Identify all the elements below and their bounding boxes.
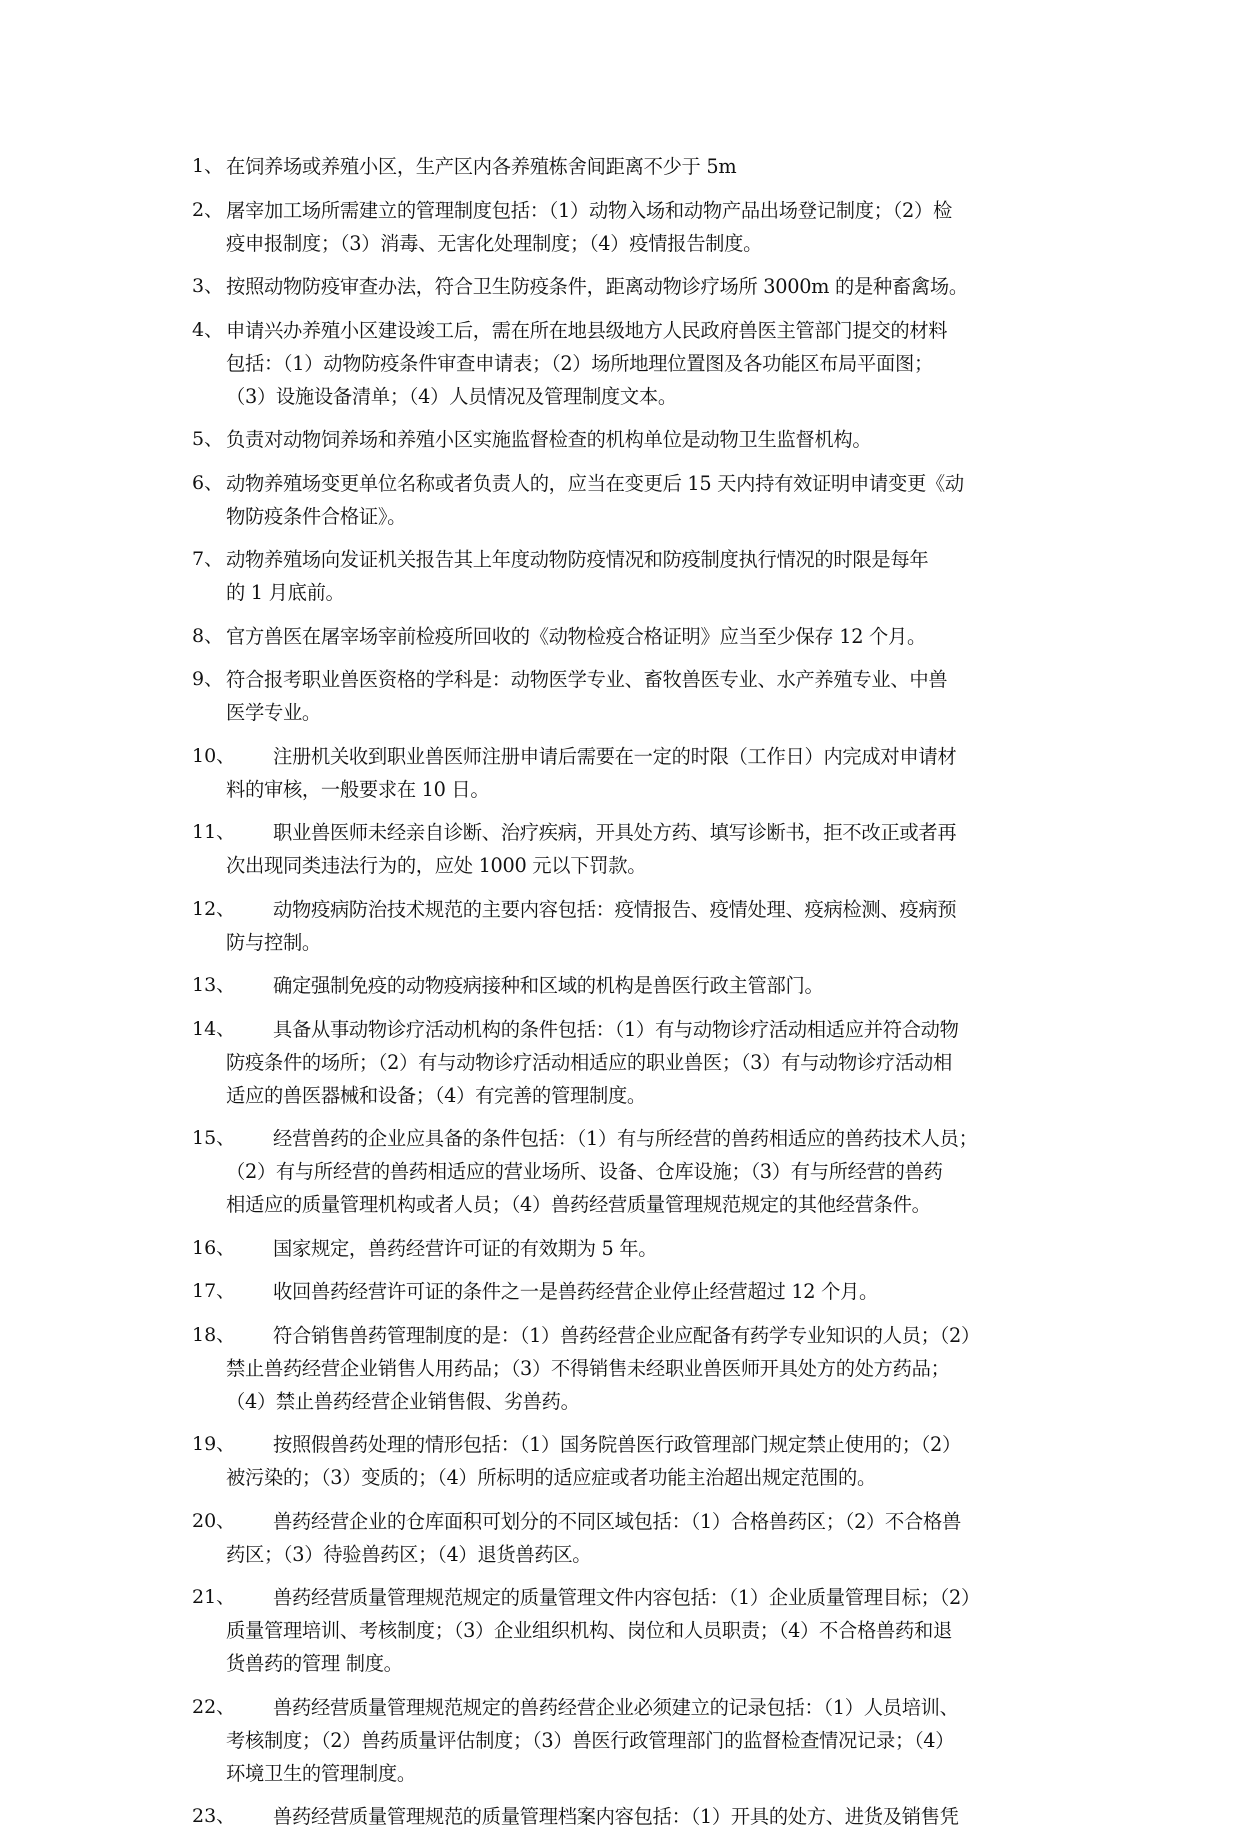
item-number: 9、 — [192, 668, 224, 690]
item-number: 18、 — [192, 1323, 236, 1346]
list-item — [192, 1581, 1060, 1680]
item-text-line: （3）设施设备清单；（4）人员情况及管理制度文本。 — [226, 384, 677, 408]
list-item — [192, 423, 1060, 456]
list-item — [192, 194, 1060, 260]
item-text-line: 质量管理培训、考核制度；（3）企业组织机构、岗位和人员职责；（4）不合格兽药和退 — [226, 1619, 952, 1642]
item-text-line: 符合报考职业兽医资格的学科是：动物医学专业、畜牧兽医专业、水产养殖专业、中兽 — [226, 668, 948, 691]
list-item — [192, 543, 1060, 609]
item-text-line: 适应的兽医器械和设备；（4）有完善的管理制度。 — [226, 1083, 646, 1107]
item-text-line: 物防疫条件合格证》。 — [226, 504, 407, 528]
item-text-line: 确定强制免疫的动物疫病接种和区域的机构是兽医行政主管部门。 — [273, 974, 824, 997]
item-text-line: 环境卫生的管理制度。 — [226, 1761, 416, 1785]
item-text-line: 次出现同类违法行为的，应处 1000 元以下罚款。 — [226, 854, 647, 877]
item-text-line: 屠宰加工场所需建立的管理制度包括：（1）动物入场和动物产品出场登记制度；（2）检 — [226, 198, 952, 222]
list-item — [192, 969, 1060, 1002]
item-number: 5、 — [192, 428, 224, 450]
item-number: 20、 — [192, 1509, 236, 1532]
item-number: 7、 — [192, 548, 224, 570]
item-number: 19、 — [192, 1433, 236, 1455]
item-number: 2、 — [192, 198, 224, 221]
list-item — [192, 816, 1060, 882]
item-number: 21、 — [192, 1586, 236, 1608]
list-item — [192, 893, 1060, 959]
list-item — [192, 1800, 1060, 1833]
list-item — [192, 1691, 1060, 1790]
item-text-line: （2）有与所经营的兽药相适应的营业场所、设备、仓库设施；（3）有与所经营的兽药 — [226, 1160, 943, 1183]
item-text-line: 按照动物防疫审查办法，符合卫生防疫条件，距离动物诊疗场所 3000m 的是种畜禽场。 — [226, 275, 968, 298]
item-text-line: 注册机关收到职业兽医师注册申请后需要在一定的时限（工作日）内完成对申请材 — [273, 744, 957, 768]
item-text-line: 官方兽医在屠宰场宰前检疫所回收的《动物检疫合格证明》应当至少保存 12 个月。 — [226, 624, 926, 648]
list-item — [192, 740, 1060, 806]
item-number: 22、 — [192, 1695, 236, 1718]
list-item — [192, 1505, 1060, 1571]
numbered-list — [192, 150, 1060, 1844]
item-number: 23、 — [192, 1805, 236, 1827]
list-item — [192, 314, 1060, 413]
item-number: 17、 — [192, 1280, 236, 1302]
item-text-line: 兽药经营企业的仓库面积可划分的不同区域包括：（1）合格兽药区；（2）不合格兽 — [273, 1509, 961, 1533]
item-text-line: 料的审核，一般要求在 10 日。 — [226, 777, 490, 801]
item-text-line: 兽药经营质量管理规范规定的兽药经营企业必须建立的记录包括：（1）人员培训、 — [273, 1695, 959, 1719]
item-text-line: （4）禁止兽药经营企业销售假、劣兽药。 — [226, 1389, 580, 1413]
item-text-line: 医学专业。 — [226, 701, 321, 724]
item-text-line: 药区；（3）待验兽药区；（4）退货兽药区。 — [226, 1542, 592, 1566]
item-number: 1、 — [192, 155, 224, 177]
item-number: 10、 — [192, 744, 236, 767]
item-number: 14、 — [192, 1017, 236, 1040]
item-text-line: 相适应的质量管理机构或者人员；（4）兽药经营质量管理规范规定的其他经营条件。 — [226, 1193, 931, 1216]
item-text-line: 具备从事动物诊疗活动机构的条件包括：（1）有与动物诊疗活动相适应并符合动物 — [273, 1017, 959, 1041]
item-text-line: 按照假兽药处理的情形包括：（1）国务院兽医行政管理部门规定禁止使用的；（2） — [273, 1433, 961, 1456]
list-item — [192, 1319, 1060, 1418]
item-text-line: 的 1 月底前。 — [226, 581, 345, 604]
item-text-line: 防疫条件的场所；（2）有与动物诊疗活动相适应的职业兽医；（3）有与动物诊疗活动相 — [226, 1050, 952, 1074]
item-text-line: 负责对动物饲养场和养殖小区实施监督检查的机构单位是动物卫生监督机构。 — [226, 428, 872, 451]
list-item — [192, 270, 1060, 303]
item-text-line: 动物养殖场向发证机关报告其上年度动物防疫情况和防疫制度执行情况的时限是每年 — [226, 548, 929, 571]
item-text-line: 货兽药的管理 制度。 — [226, 1652, 403, 1675]
list-item — [192, 150, 1060, 183]
list-item — [192, 1013, 1060, 1112]
item-text-line: 经营兽药的企业应具备的条件包括：（1）有与所经营的兽药相适应的兽药技术人员； — [273, 1127, 978, 1150]
item-number: 6、 — [192, 471, 224, 494]
item-text-line: 收回兽药经营许可证的条件之一是兽药经营企业停止经营超过 12 个月。 — [273, 1280, 879, 1303]
item-number: 11、 — [192, 821, 236, 843]
item-number: 13、 — [192, 974, 236, 996]
item-text-line: 兽药经营质量管理规范的质量管理档案内容包括：（1）开具的处方、进货及销售凭 — [273, 1805, 959, 1828]
item-text-line: 动物养殖场变更单位名称或者负责人的，应当在变更后 15 天内持有效证明申请变更《动 — [226, 471, 964, 495]
item-text-line: 在饲养场或养殖小区，生产区内各养殖栋舍间距离不少于 5m — [226, 155, 737, 178]
list-item — [192, 467, 1060, 533]
list-item — [192, 1275, 1060, 1308]
item-text-line: 考核制度；（2）兽药质量评估制度；（3）兽医行政管理部门的监督检查情况记录；（4） — [226, 1728, 955, 1752]
item-text-line: 包括：（1）动物防疫条件审查申请表；（2）场所地理位置图及各功能区布局平面图； — [226, 351, 933, 375]
item-number: 4、 — [192, 318, 224, 341]
item-number: 16、 — [192, 1236, 236, 1259]
item-number: 3、 — [192, 275, 224, 297]
item-text-line: 申请兴办养殖小区建设竣工后，需在所在地县级地方人民政府兽医主管部门提交的材料 — [226, 318, 948, 342]
item-text-line: 疫申报制度；（3）消毒、无害化处理制度；（4）疫情报告制度。 — [226, 231, 763, 255]
list-item — [192, 663, 1060, 729]
item-text-line: 职业兽医师未经亲自诊断、治疗疾病，开具处方药、填写诊断书，拒不改正或者再 — [273, 821, 957, 844]
item-text-line: 符合销售兽药管理制度的是：（1）兽药经营企业应配备有药学专业知识的人员；（2） — [273, 1323, 980, 1347]
list-item — [192, 1232, 1060, 1265]
item-text-line: 被污染的；（3）变质的；（4）所标明的适应症或者功能主治超出规定范围的。 — [226, 1466, 877, 1489]
item-number: 15、 — [192, 1127, 236, 1149]
item-text-line: 兽药经营质量管理规范规定的质量管理文件内容包括：（1）企业质量管理目标；（2） — [273, 1586, 980, 1609]
list-item — [192, 620, 1060, 653]
list-item — [192, 1428, 1060, 1494]
item-number: 8、 — [192, 624, 224, 647]
list-item — [192, 1122, 1060, 1221]
item-text-line: 禁止兽药经营企业销售人用药品；（3）不得销售未经职业兽医师开具处方的处方药品； — [226, 1356, 950, 1380]
item-text-line: 国家规定，兽药经营许可证的有效期为 5 年。 — [273, 1236, 658, 1260]
item-number: 12、 — [192, 897, 236, 920]
item-text-line: 动物疫病防治技术规范的主要内容包括：疫情报告、疫情处理、疫病检测、疫病预 — [273, 897, 957, 921]
item-text-line: 防与控制。 — [226, 930, 321, 954]
